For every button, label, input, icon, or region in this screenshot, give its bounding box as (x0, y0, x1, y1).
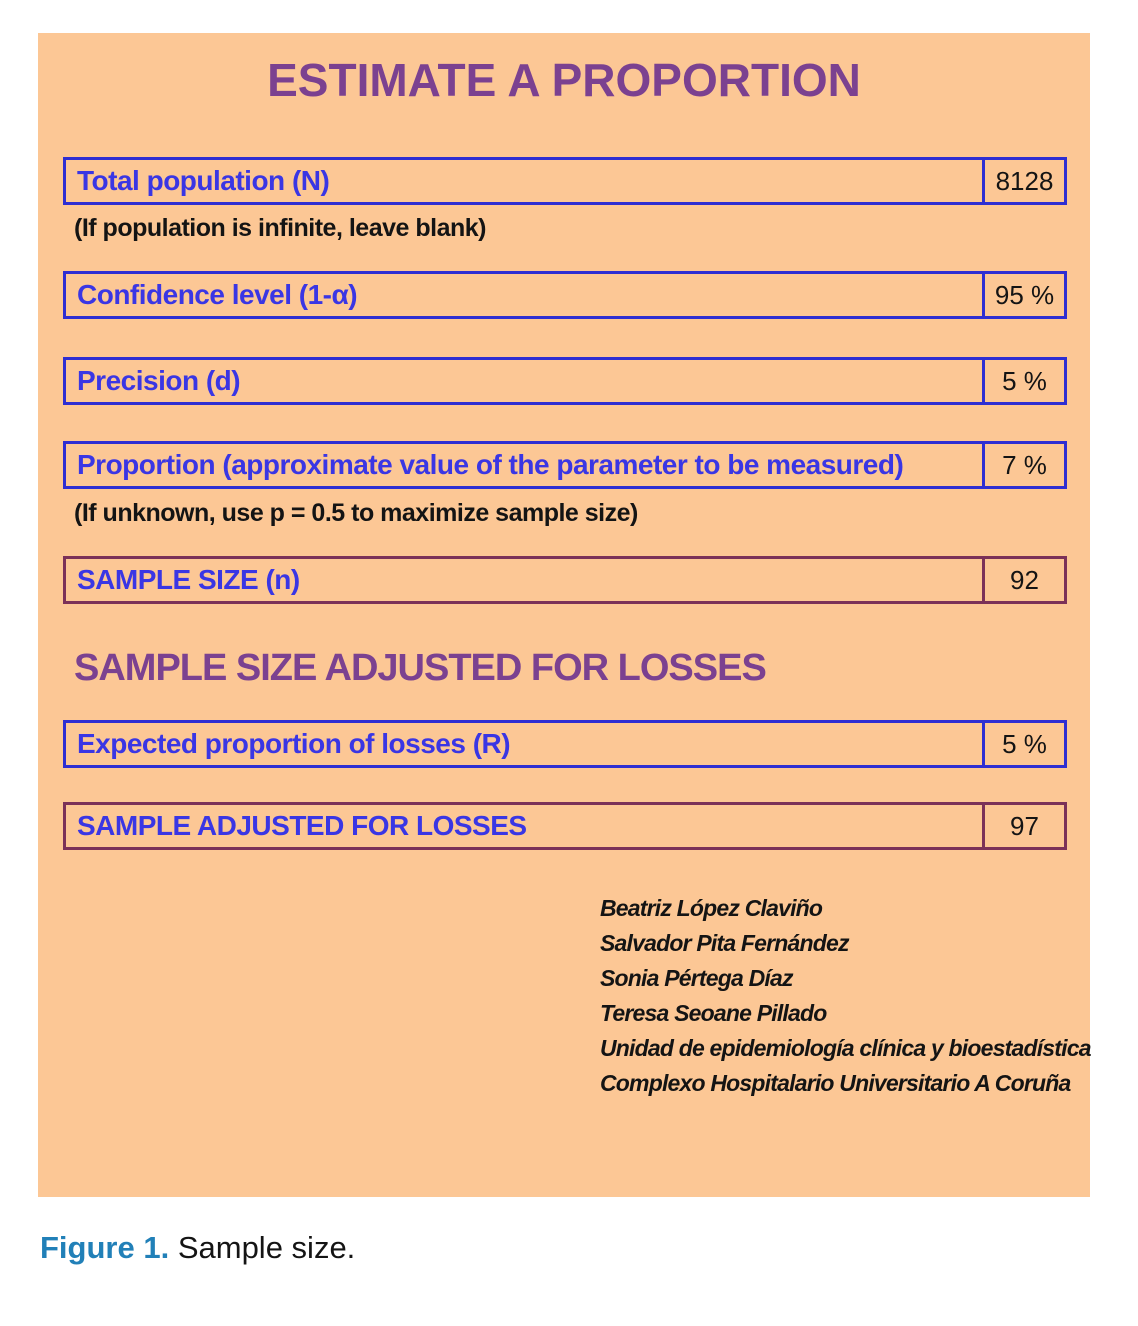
field-row-sample-size (63, 556, 1067, 604)
confidence-level-input[interactable]: 95 % (982, 274, 1064, 316)
section-title-adjusted-losses: SAMPLE SIZE ADJUSTED FOR LOSSES (74, 647, 766, 689)
field-row-confidence-level (63, 271, 1067, 319)
page-title: ESTIMATE A PROPORTION (267, 54, 861, 106)
confidence-level-label: Confidence level (1-α) (77, 279, 358, 310)
sample-adjusted-label: SAMPLE ADJUSTED FOR LOSSES (77, 810, 527, 841)
credits-block (600, 891, 1091, 1101)
total-population-input[interactable]: 8128 (982, 160, 1064, 202)
credit-line: Unidad de epidemiología clínica y bioestadística (600, 1035, 1091, 1061)
field-row-proportion (63, 441, 1067, 489)
credit-line: Complexo Hospitalario Universitario A Coruña (600, 1070, 1071, 1096)
figure-caption-text: Sample size. (177, 1230, 356, 1265)
field-row-total-population (63, 157, 1067, 205)
field-row-expected-losses (63, 720, 1067, 768)
figure-caption-prefix: Figure 1. (40, 1230, 170, 1265)
calculator-panel (38, 33, 1090, 1197)
total-population-note: (If population is infinite, leave blank) (74, 214, 486, 242)
field-row-sample-adjusted (63, 802, 1067, 850)
total-population-label: Total population (N) (77, 165, 330, 196)
credit-line: Teresa Seoane Pillado (600, 1000, 827, 1026)
expected-losses-input[interactable]: 5 % (982, 723, 1064, 765)
credit-line: Beatriz López Claviño (600, 895, 823, 921)
figure-caption (40, 1230, 355, 1266)
sample-size-label: SAMPLE SIZE (n) (77, 564, 300, 595)
sample-adjusted-result: 97 (982, 805, 1064, 847)
credit-line: Salvador Pita Fernández (600, 930, 849, 956)
proportion-note: (If unknown, use p = 0.5 to maximize sample size) (74, 499, 638, 527)
credit-line: Sonia Pértega Díaz (600, 965, 793, 991)
precision-input[interactable]: 5 % (982, 360, 1064, 402)
proportion-label: Proportion (approximate value of the parameter to be measured) (77, 449, 904, 480)
proportion-input[interactable]: 7 % (982, 444, 1064, 486)
expected-losses-label: Expected proportion of losses (R) (77, 728, 511, 759)
field-row-precision (63, 357, 1067, 405)
precision-label: Precision (d) (77, 365, 241, 396)
sample-size-result: 92 (982, 559, 1064, 601)
